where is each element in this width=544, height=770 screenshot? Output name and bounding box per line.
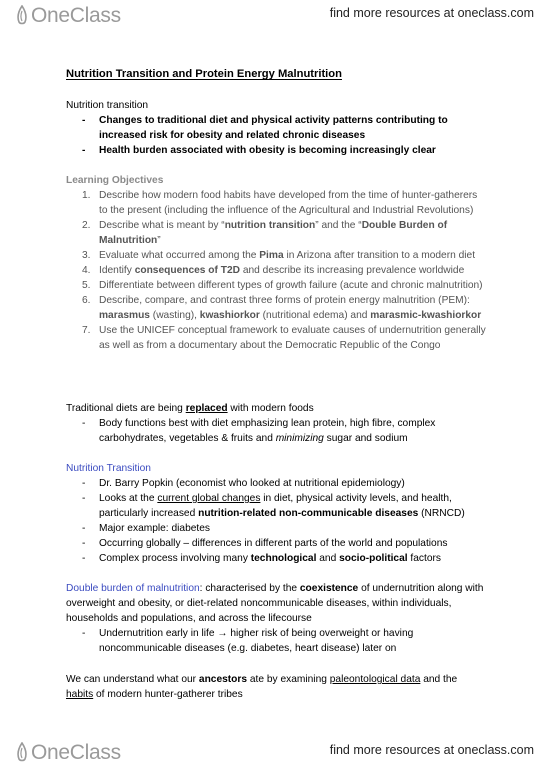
- list-item: 7. Use the UNICEF conceptual framework to evaluate causes of undernutrition generally as well as from a documentary about the Democratic Republic of the Congo: [82, 325, 486, 351]
- bullet-list: [66, 416, 486, 446]
- double-burden-section: [66, 581, 486, 656]
- emphasis-obesity: obesity: [249, 145, 285, 156]
- list-item: - Looks at the current global changes in diet, physical activity levels, and health, particularly increased nutrition-related non-communicable diseases (NRNCD): [66, 491, 486, 521]
- list-item: - Changes to traditional diet and physical activity patterns contributing to increased risk for obesity and related chronic diseases: [66, 113, 486, 143]
- section-heading: Nutrition transition: [66, 100, 149, 111]
- list-item: - Occurring globally – differences in different parts of the world and populations: [66, 536, 486, 551]
- oneclass-logo[interactable]: [16, 741, 121, 765]
- learning-objectives-section: [66, 173, 486, 353]
- list-item: - Body functions best with diet emphasizing lean protein, high fibre, complex carbohydrates, vegetables & fruits and minimizing sugar and sodium: [66, 416, 486, 446]
- nutrition-transition-2-section: [66, 461, 486, 566]
- footer-bar: [0, 737, 544, 770]
- find-more-link[interactable]: find more resources at oneclass.com: [329, 743, 534, 757]
- paragraph: Double burden of malnutrition: characterised by the coexistence of undernutrition along with overweight and obesity, or diet-related noncommunicable diseases, within individuals, households and populations, and across the lifecourse: [66, 583, 484, 624]
- logo-text: OneClass: [31, 4, 121, 27]
- oneclass-logo-icon: [16, 742, 28, 764]
- emphasis-replaced: replaced: [185, 403, 228, 414]
- traditional-diets-section: [66, 401, 486, 446]
- objectives-list: [66, 188, 486, 353]
- list-item: 6. Describe, compare, and contrast three forms of protein energy malnutrition (PEM): marasmus (wasting), kwashiorkor (nutritional edema) and marasmic-kwashiorkor: [82, 295, 482, 321]
- find-more-link[interactable]: find more resources at oneclass.com: [329, 6, 534, 20]
- section-heading: Nutrition Transition: [66, 463, 151, 474]
- double-burden-term: Double burden of malnutrition: [66, 583, 200, 594]
- list-item: - Health burden associated with obesity is becoming increasingly clear: [66, 143, 486, 158]
- logo-text: OneClass: [31, 741, 121, 764]
- list-item: - Dr. Barry Popkin (economist who looked at nutritional epidemiology): [66, 476, 486, 491]
- paragraph: We can understand what our ancestors ate by examining paleontological data and the habits of modern hunter-gatherer tribes: [66, 674, 458, 700]
- list-item: 4. Identify consequences of T2D and describe its increasing prevalence worldwide: [82, 265, 465, 276]
- page-title: Nutrition Transition and Protein Energy Malnutrition: [66, 68, 342, 80]
- ancestors-section: [66, 672, 486, 702]
- list-item: 2. Describe what is meant by “nutrition transition” and the “Double Burden of Malnutrition”: [82, 220, 448, 246]
- nutrition-transition-section: [66, 98, 486, 158]
- list-item: - Major example: diabetes: [66, 521, 486, 536]
- list-item: - Undernutrition early in life → higher risk of being overweight or having noncommunicable diseases (e.g. diabetes, heart disease) later on: [66, 626, 486, 656]
- list-item: - Complex process involving many technological and socio-political factors: [66, 551, 486, 566]
- bullet-list: [66, 476, 486, 566]
- list-item: 1. Describe how modern food habits have developed from the time of hunter-gatherers to the present (including the influence of the Agricultural and Industrial Revolutions): [82, 190, 478, 216]
- learning-objectives-heading: Learning Objectives: [66, 175, 164, 186]
- paragraph: Traditional diets are being replaced with modern foods: [66, 403, 314, 414]
- list-item: 5. Differentiate between different types of growth failure (acute and chronic malnutrition): [82, 280, 483, 291]
- list-item: 3. Evaluate what occurred among the Pima in Arizona after transition to a modern diet: [82, 250, 476, 261]
- bullet-list: [66, 113, 486, 158]
- bullet-list: [66, 626, 486, 656]
